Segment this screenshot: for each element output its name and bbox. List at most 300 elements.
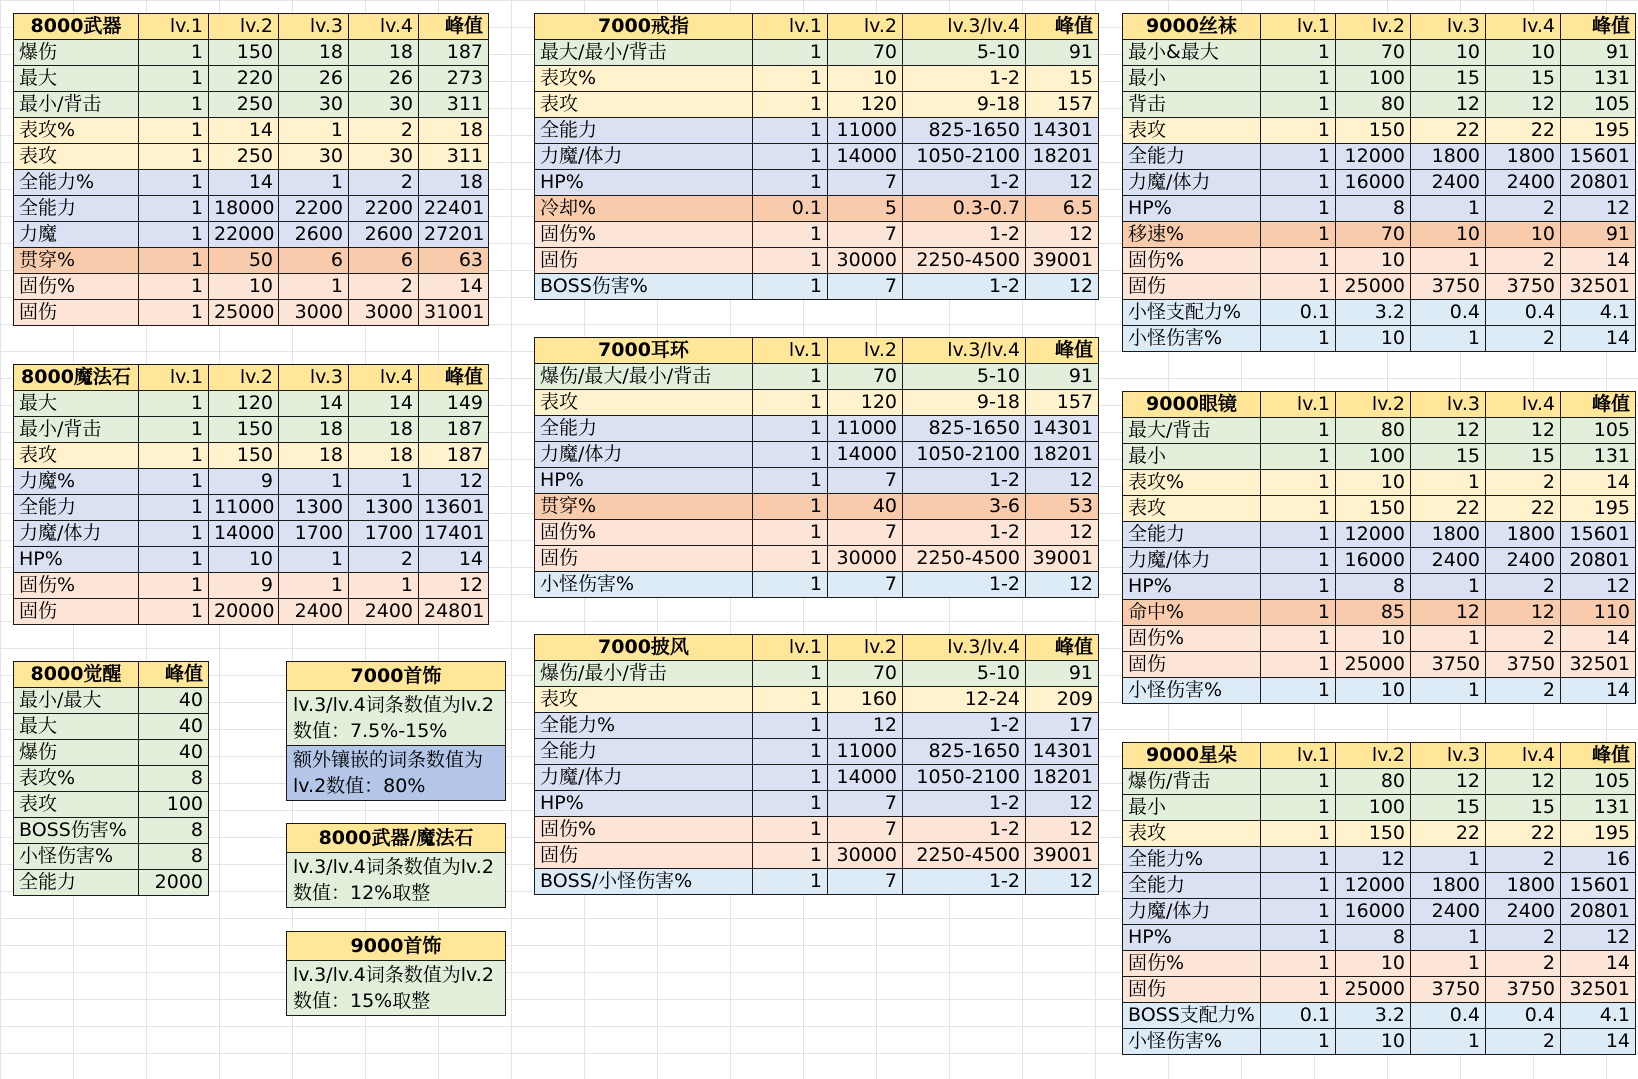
stat-peak-value: 12 bbox=[1026, 520, 1099, 546]
table-row bbox=[14, 118, 489, 144]
stat-value: 2 bbox=[1486, 678, 1561, 704]
column-header-level: lv.4 bbox=[1486, 392, 1561, 418]
stat-value: 3750 bbox=[1486, 977, 1561, 1003]
stat-value: 1700 bbox=[279, 521, 349, 547]
table-row bbox=[535, 494, 1099, 520]
stat-value: 12 bbox=[1411, 769, 1486, 795]
stat-name: 表攻 bbox=[14, 443, 139, 469]
stat-peak-value: 100 bbox=[139, 792, 209, 818]
stat-value: 8 bbox=[1336, 574, 1411, 600]
stat-value: 1 bbox=[753, 520, 828, 546]
stat-value: 1 bbox=[753, 843, 828, 869]
stat-value: 1 bbox=[139, 573, 209, 599]
table-row bbox=[14, 300, 489, 326]
stat-value: 1-2 bbox=[903, 274, 1026, 300]
stat-value: 7 bbox=[828, 817, 903, 843]
stat-value: 80 bbox=[1336, 92, 1411, 118]
table-row bbox=[1123, 652, 1636, 678]
stat-peak-value: 12 bbox=[1026, 274, 1099, 300]
stat-value: 3000 bbox=[349, 300, 419, 326]
stat-value: 3-6 bbox=[903, 494, 1026, 520]
stat-value: 1 bbox=[279, 274, 349, 300]
column-header-level: lv.4 bbox=[1486, 14, 1561, 40]
stat-value: 1 bbox=[1261, 951, 1336, 977]
stat-peak-value: 273 bbox=[419, 66, 489, 92]
table-header-row bbox=[1123, 743, 1636, 769]
stat-value: 2 bbox=[1486, 1029, 1561, 1055]
table-row bbox=[535, 713, 1099, 739]
stat-value: 11000 bbox=[828, 739, 903, 765]
stat-value: 1 bbox=[753, 687, 828, 713]
stat-peak-value: 18201 bbox=[1026, 442, 1099, 468]
stat-name: 小怪伤害% bbox=[1123, 326, 1261, 352]
stat-peak-value: 16 bbox=[1561, 847, 1636, 873]
table-row bbox=[14, 714, 209, 740]
stat-value: 1 bbox=[753, 170, 828, 196]
column-header-level: lv.2 bbox=[828, 338, 903, 364]
stat-value: 2 bbox=[1486, 951, 1561, 977]
table-row bbox=[535, 66, 1099, 92]
stat-name: 小怪伤害% bbox=[535, 572, 753, 598]
stat-value: 12 bbox=[1336, 847, 1411, 873]
stat-name: 固伤 bbox=[1123, 274, 1261, 300]
stat-name: HP% bbox=[535, 468, 753, 494]
stat-value: 2400 bbox=[1486, 548, 1561, 574]
stat-value: 18 bbox=[279, 417, 349, 443]
table-title: 8000魔法石 bbox=[14, 365, 139, 391]
stat-peak-value: 12 bbox=[1561, 574, 1636, 600]
stat-peak-value: 2000 bbox=[139, 870, 209, 896]
stat-value: 10 bbox=[1336, 1029, 1411, 1055]
table-title: 7000耳环 bbox=[535, 338, 753, 364]
stat-name: BOSS伤害% bbox=[14, 818, 139, 844]
stat-value: 6 bbox=[349, 248, 419, 274]
stat-value: 30000 bbox=[828, 546, 903, 572]
stat-peak-value: 91 bbox=[1561, 40, 1636, 66]
stat-value: 1 bbox=[753, 661, 828, 687]
table-stockings-9000 bbox=[1122, 13, 1636, 352]
stat-value: 250 bbox=[209, 92, 279, 118]
stat-value: 1 bbox=[1261, 574, 1336, 600]
stat-value: 1 bbox=[1411, 470, 1486, 496]
stat-value: 14 bbox=[279, 391, 349, 417]
stat-value: 1 bbox=[753, 92, 828, 118]
stat-peak-value: 20801 bbox=[1561, 899, 1636, 925]
stat-name: 固伤 bbox=[535, 546, 753, 572]
stat-value: 1 bbox=[1261, 977, 1336, 1003]
stat-name: HP% bbox=[1123, 196, 1261, 222]
table-row bbox=[1123, 1029, 1636, 1055]
stat-peak-value: 12 bbox=[1026, 170, 1099, 196]
stat-peak-value: 195 bbox=[1561, 496, 1636, 522]
stat-name: 力魔/体力 bbox=[1123, 548, 1261, 574]
column-header-level: lv.1 bbox=[1261, 743, 1336, 769]
stat-name: BOSS/小怪伤害% bbox=[535, 869, 753, 895]
table-row bbox=[1123, 66, 1636, 92]
table-row bbox=[1123, 118, 1636, 144]
stat-value: 2400 bbox=[1411, 170, 1486, 196]
stat-value: 2400 bbox=[1411, 548, 1486, 574]
table-row bbox=[1123, 522, 1636, 548]
stat-value: 1 bbox=[139, 118, 209, 144]
stat-value: 70 bbox=[828, 40, 903, 66]
stat-value: 18000 bbox=[209, 196, 279, 222]
stat-value: 5 bbox=[828, 196, 903, 222]
stat-value: 10 bbox=[209, 274, 279, 300]
stat-value: 2400 bbox=[1411, 899, 1486, 925]
stat-value: 30 bbox=[279, 144, 349, 170]
stat-peak-value: 39001 bbox=[1026, 843, 1099, 869]
stat-value: 1 bbox=[139, 300, 209, 326]
stat-peak-value: 187 bbox=[419, 40, 489, 66]
stat-peak-value: 105 bbox=[1561, 92, 1636, 118]
table-header-row bbox=[535, 635, 1099, 661]
stat-name: 全能力% bbox=[535, 713, 753, 739]
stat-name: BOSS伤害% bbox=[535, 274, 753, 300]
stat-peak-value: 110 bbox=[1561, 600, 1636, 626]
table-row bbox=[14, 443, 489, 469]
stat-name: 爆伤/最大/最小/背击 bbox=[535, 364, 753, 390]
stat-value: 1050-2100 bbox=[903, 144, 1026, 170]
stat-value: 1 bbox=[1261, 470, 1336, 496]
stat-name: 表攻% bbox=[14, 118, 139, 144]
stat-peak-value: 311 bbox=[419, 144, 489, 170]
stat-value: 12-24 bbox=[903, 687, 1026, 713]
table-row bbox=[535, 416, 1099, 442]
stat-value: 1800 bbox=[1411, 873, 1486, 899]
stat-value: 9-18 bbox=[903, 390, 1026, 416]
table-header-row bbox=[535, 14, 1099, 40]
stat-value: 1 bbox=[1261, 274, 1336, 300]
stat-value: 12 bbox=[1411, 92, 1486, 118]
stat-peak-value: 14 bbox=[1561, 678, 1636, 704]
stat-value: 2 bbox=[349, 547, 419, 573]
column-header-level: lv.4 bbox=[1486, 743, 1561, 769]
stat-name: 固伤 bbox=[535, 248, 753, 274]
stat-value: 70 bbox=[1336, 40, 1411, 66]
stat-name: HP% bbox=[1123, 925, 1261, 951]
stat-peak-value: 195 bbox=[1561, 118, 1636, 144]
stat-peak-value: 39001 bbox=[1026, 248, 1099, 274]
stat-value: 1 bbox=[1411, 847, 1486, 873]
stat-value: 1 bbox=[1411, 951, 1486, 977]
table-title: 9000星朵 bbox=[1123, 743, 1261, 769]
stat-value: 1 bbox=[139, 521, 209, 547]
stat-value: 825-1650 bbox=[903, 739, 1026, 765]
stat-peak-value: 18201 bbox=[1026, 144, 1099, 170]
stat-value: 1 bbox=[753, 765, 828, 791]
stat-value: 1 bbox=[1261, 1029, 1336, 1055]
stat-value: 14000 bbox=[828, 442, 903, 468]
stat-value: 2250-4500 bbox=[903, 546, 1026, 572]
stat-value: 30 bbox=[349, 92, 419, 118]
table-row bbox=[535, 118, 1099, 144]
stat-name: 表攻% bbox=[535, 66, 753, 92]
note-title: 7000首饰 bbox=[287, 662, 506, 691]
stat-value: 25000 bbox=[1336, 652, 1411, 678]
stat-value: 12 bbox=[1411, 418, 1486, 444]
stat-value: 1 bbox=[279, 573, 349, 599]
stat-name: 力魔/体力 bbox=[535, 144, 753, 170]
stat-value: 1-2 bbox=[903, 520, 1026, 546]
stat-value: 1 bbox=[139, 599, 209, 625]
stat-peak-value: 15601 bbox=[1561, 522, 1636, 548]
note-text: lv.3/lv.4词条数值为lv.2数值：7.5%-15% bbox=[287, 691, 506, 746]
stat-value: 16000 bbox=[1336, 170, 1411, 196]
stat-value: 1-2 bbox=[903, 468, 1026, 494]
column-header-level: lv.1 bbox=[753, 635, 828, 661]
table-row bbox=[535, 661, 1099, 687]
table-title: 7000披风 bbox=[535, 635, 753, 661]
stat-value: 50 bbox=[209, 248, 279, 274]
stat-peak-value: 20801 bbox=[1561, 548, 1636, 574]
stat-value: 12000 bbox=[1336, 522, 1411, 548]
stat-value: 100 bbox=[1336, 444, 1411, 470]
stat-name: 最大 bbox=[14, 714, 139, 740]
stat-name: 力魔% bbox=[14, 469, 139, 495]
stat-value: 2 bbox=[1486, 847, 1561, 873]
column-header-level: lv.3 bbox=[1411, 743, 1486, 769]
stat-name: 全能力 bbox=[535, 416, 753, 442]
table-row bbox=[1123, 496, 1636, 522]
table-ring-7000 bbox=[534, 13, 1099, 300]
stat-value: 14 bbox=[209, 118, 279, 144]
stat-value: 1-2 bbox=[903, 817, 1026, 843]
stat-value: 10 bbox=[1336, 470, 1411, 496]
table-row bbox=[535, 92, 1099, 118]
stat-value: 120 bbox=[828, 92, 903, 118]
table-row bbox=[535, 817, 1099, 843]
table-row bbox=[14, 274, 489, 300]
stat-value: 150 bbox=[209, 417, 279, 443]
stat-value: 1 bbox=[753, 274, 828, 300]
stat-peak-value: 187 bbox=[419, 443, 489, 469]
stat-peak-value: 14 bbox=[1561, 470, 1636, 496]
table-row bbox=[535, 364, 1099, 390]
stat-name: 背击 bbox=[1123, 92, 1261, 118]
stat-value: 12 bbox=[1486, 92, 1561, 118]
stat-name: 最大/背击 bbox=[1123, 418, 1261, 444]
stat-name: 全能力 bbox=[535, 739, 753, 765]
table-row bbox=[1123, 821, 1636, 847]
stat-name: 最小/背击 bbox=[14, 92, 139, 118]
stat-value: 2200 bbox=[349, 196, 419, 222]
table-flower-9000 bbox=[1122, 742, 1636, 1055]
stat-peak-value: 91 bbox=[1026, 40, 1099, 66]
stat-value: 1800 bbox=[1486, 522, 1561, 548]
stat-value: 1 bbox=[1261, 144, 1336, 170]
stat-value: 2400 bbox=[1486, 170, 1561, 196]
stat-value: 1 bbox=[139, 222, 209, 248]
stat-name: BOSS支配力% bbox=[1123, 1003, 1261, 1029]
stat-name: 全能力 bbox=[1123, 144, 1261, 170]
stat-value: 1 bbox=[139, 469, 209, 495]
note-text: lv.3/lv.4词条数值为lv.2数值：12%取整 bbox=[287, 853, 506, 908]
stat-peak-value: 8 bbox=[139, 766, 209, 792]
stat-value: 7 bbox=[828, 520, 903, 546]
stat-value: 5-10 bbox=[903, 661, 1026, 687]
stat-value: 150 bbox=[209, 443, 279, 469]
stat-name: 力魔/体力 bbox=[535, 442, 753, 468]
stat-value: 2250-4500 bbox=[903, 843, 1026, 869]
stat-value: 220 bbox=[209, 66, 279, 92]
stat-name: 固伤 bbox=[1123, 652, 1261, 678]
stat-value: 80 bbox=[1336, 769, 1411, 795]
stat-value: 1 bbox=[1261, 66, 1336, 92]
stat-value: 1 bbox=[1411, 626, 1486, 652]
stat-peak-value: 187 bbox=[419, 417, 489, 443]
stat-value: 10 bbox=[1336, 678, 1411, 704]
stat-peak-value: 39001 bbox=[1026, 546, 1099, 572]
stat-value: 3750 bbox=[1411, 977, 1486, 1003]
stat-value: 7 bbox=[828, 468, 903, 494]
stat-name: 表攻 bbox=[535, 687, 753, 713]
stat-value: 3.2 bbox=[1336, 1003, 1411, 1029]
stat-value: 1 bbox=[279, 469, 349, 495]
stat-value: 1 bbox=[139, 92, 209, 118]
table-row bbox=[14, 469, 489, 495]
stat-peak-value: 311 bbox=[419, 92, 489, 118]
stat-value: 15 bbox=[1411, 444, 1486, 470]
stat-value: 120 bbox=[828, 390, 903, 416]
stat-name: 固伤% bbox=[14, 274, 139, 300]
stat-value: 2400 bbox=[349, 599, 419, 625]
note-text: 额外镶嵌的词条数值为lv.2数值：80% bbox=[287, 746, 506, 801]
stat-value: 10 bbox=[1336, 626, 1411, 652]
stat-peak-value: 14 bbox=[1561, 1029, 1636, 1055]
stat-value: 18 bbox=[279, 40, 349, 66]
stat-value: 2600 bbox=[349, 222, 419, 248]
stat-value: 1 bbox=[1261, 496, 1336, 522]
stat-value: 15 bbox=[1486, 66, 1561, 92]
stat-value: 1 bbox=[753, 869, 828, 895]
table-row bbox=[1123, 470, 1636, 496]
stat-value: 1 bbox=[753, 66, 828, 92]
stat-value: 2 bbox=[349, 118, 419, 144]
stat-value: 1 bbox=[1411, 1029, 1486, 1055]
stat-value: 1 bbox=[1261, 92, 1336, 118]
column-header-level: lv.2 bbox=[828, 635, 903, 661]
stat-value: 40 bbox=[828, 494, 903, 520]
table-row bbox=[535, 791, 1099, 817]
stat-value: 30 bbox=[279, 92, 349, 118]
table-row bbox=[1123, 951, 1636, 977]
stat-value: 70 bbox=[1336, 222, 1411, 248]
stat-value: 150 bbox=[209, 40, 279, 66]
stat-value: 1 bbox=[753, 791, 828, 817]
stat-value: 7 bbox=[828, 274, 903, 300]
stat-value: 1 bbox=[139, 144, 209, 170]
column-header-level: lv.1 bbox=[139, 365, 209, 391]
stat-name: 力魔/体力 bbox=[535, 765, 753, 791]
stat-value: 8 bbox=[1336, 196, 1411, 222]
column-header-peak: 峰值 bbox=[1026, 14, 1099, 40]
stat-peak-value: 24801 bbox=[419, 599, 489, 625]
stat-peak-value: 14 bbox=[419, 547, 489, 573]
table-row bbox=[14, 92, 489, 118]
stat-peak-value: 14301 bbox=[1026, 416, 1099, 442]
column-header-level: lv.4 bbox=[349, 14, 419, 40]
stat-value: 1800 bbox=[1411, 522, 1486, 548]
stat-name: 贯穿% bbox=[14, 248, 139, 274]
column-header-level: lv.1 bbox=[139, 14, 209, 40]
table-row bbox=[14, 170, 489, 196]
stat-name: 爆伤 bbox=[14, 740, 139, 766]
column-header-level: lv.3 bbox=[279, 14, 349, 40]
stat-value: 5-10 bbox=[903, 40, 1026, 66]
stat-value: 1 bbox=[139, 248, 209, 274]
stat-value: 7 bbox=[828, 791, 903, 817]
stat-value: 1 bbox=[1261, 248, 1336, 274]
stat-value: 1 bbox=[1261, 548, 1336, 574]
column-header-peak: 峰值 bbox=[1561, 14, 1636, 40]
stat-peak-value: 12 bbox=[1026, 468, 1099, 494]
stat-name: 小怪伤害% bbox=[1123, 678, 1261, 704]
stat-value: 1 bbox=[753, 494, 828, 520]
stat-name: 全能力 bbox=[14, 196, 139, 222]
table-row bbox=[1123, 326, 1636, 352]
table-row bbox=[14, 196, 489, 222]
stat-value: 2 bbox=[349, 170, 419, 196]
stat-value: 8 bbox=[1336, 925, 1411, 951]
stat-peak-value: 32501 bbox=[1561, 977, 1636, 1003]
stat-name: 表攻% bbox=[14, 766, 139, 792]
table-row bbox=[14, 688, 209, 714]
stat-value: 2 bbox=[1486, 626, 1561, 652]
stat-value: 1 bbox=[279, 170, 349, 196]
table-weapon-8000 bbox=[13, 13, 489, 326]
note-title: 8000武器/魔法石 bbox=[287, 824, 506, 853]
stat-value: 1 bbox=[349, 469, 419, 495]
stat-value: 25000 bbox=[209, 300, 279, 326]
stat-peak-value: 91 bbox=[1026, 661, 1099, 687]
table-row bbox=[1123, 678, 1636, 704]
stat-value: 1 bbox=[1261, 925, 1336, 951]
table-header-row bbox=[1123, 392, 1636, 418]
stat-name: 全能力 bbox=[14, 495, 139, 521]
table-row bbox=[14, 870, 209, 896]
stat-name: 固伤% bbox=[535, 520, 753, 546]
stat-value: 0.1 bbox=[1261, 1003, 1336, 1029]
table-row bbox=[14, 391, 489, 417]
stat-value: 1 bbox=[1261, 769, 1336, 795]
stat-value: 12 bbox=[828, 713, 903, 739]
table-row bbox=[14, 792, 209, 818]
stat-value: 22000 bbox=[209, 222, 279, 248]
stat-value: 0.4 bbox=[1411, 1003, 1486, 1029]
stat-peak-value: 12 bbox=[1561, 925, 1636, 951]
stat-value: 3750 bbox=[1411, 274, 1486, 300]
stat-peak-value: 4.1 bbox=[1561, 300, 1636, 326]
stat-value: 70 bbox=[828, 364, 903, 390]
stat-value: 1 bbox=[753, 40, 828, 66]
stat-peak-value: 12 bbox=[419, 469, 489, 495]
stat-value: 0.4 bbox=[1486, 300, 1561, 326]
table-row bbox=[14, 573, 489, 599]
table-row bbox=[535, 222, 1099, 248]
stat-value: 12 bbox=[1486, 600, 1561, 626]
stat-value: 1800 bbox=[1486, 873, 1561, 899]
note-necklace-7000 bbox=[286, 661, 506, 801]
stat-peak-value: 40 bbox=[139, 688, 209, 714]
stat-value: 26 bbox=[279, 66, 349, 92]
stat-value: 1 bbox=[753, 713, 828, 739]
stat-value: 3750 bbox=[1486, 274, 1561, 300]
stat-peak-value: 12 bbox=[1026, 222, 1099, 248]
stat-value: 0.1 bbox=[1261, 300, 1336, 326]
column-header-peak: 峰值 bbox=[1561, 743, 1636, 769]
stat-value: 1 bbox=[1261, 847, 1336, 873]
